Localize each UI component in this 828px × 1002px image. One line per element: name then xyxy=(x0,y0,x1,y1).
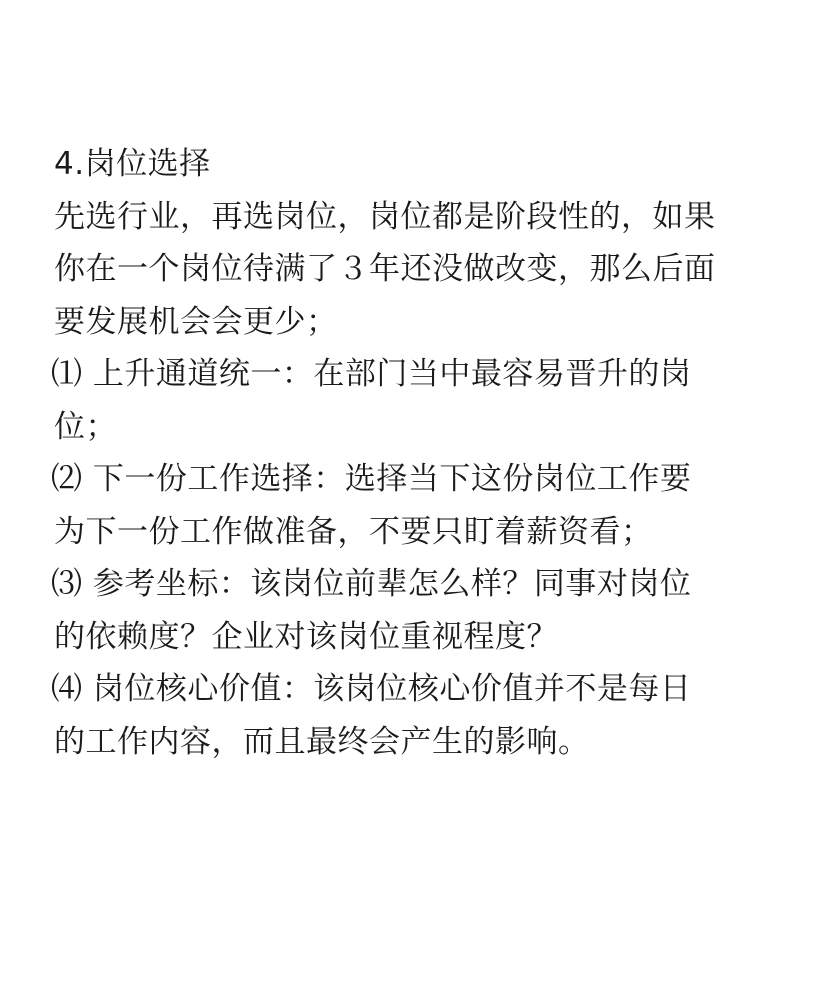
text-line: 先选行业，再选岗位，岗位都是阶段性的，如果 xyxy=(54,198,716,235)
list-item-3-line: ⑶ 参考坐标：该岗位前辈怎么样？同事对岗位 xyxy=(51,566,692,602)
text-line: 为下一份工作做准备，不要只盯着薪资看； xyxy=(54,513,653,550)
list-item-1-line: ⑴ 上升通道统一：在部门当中最容易晋升的岗 xyxy=(51,356,692,392)
text-line: 你在一个岗位待满了３年还没做改变，那么后面 xyxy=(54,251,716,287)
list-item-4-line: ⑷ 岗位核心价值：该岗位核心价值并不是每日 xyxy=(51,671,692,707)
note-text xyxy=(51,138,774,768)
text-line: 的依赖度？企业对该岗位重视程度？ xyxy=(54,618,558,655)
text-line: 位； xyxy=(54,408,117,445)
list-item-2-line: ⑵ 下一份工作选择：选择当下这份岗位工作要 xyxy=(51,461,692,497)
section-heading: 4.岗位选择 xyxy=(54,146,211,182)
text-line: 要发展机会会更少； xyxy=(54,303,338,340)
text-line: 的工作内容，而且最终会产生的影响。 xyxy=(54,723,590,760)
